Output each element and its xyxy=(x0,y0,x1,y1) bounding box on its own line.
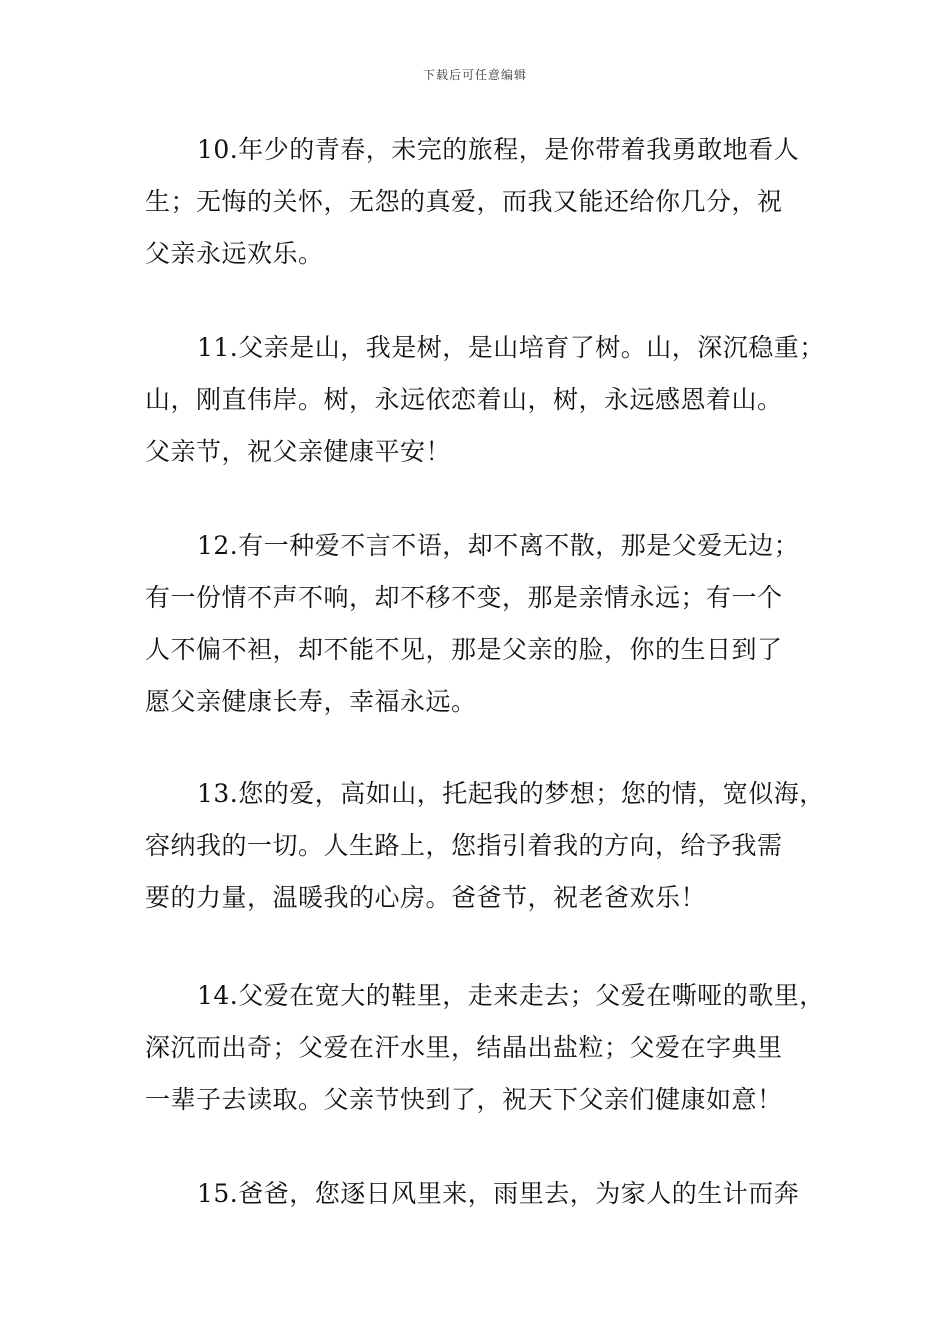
paragraph-11 xyxy=(145,322,825,478)
paragraph-line: 容纳我的一切。人生路上，您指引着我的方向，给予我需 xyxy=(145,831,783,860)
paragraph-12 xyxy=(145,520,815,728)
paragraph-line: 有一份情不声不响，却不移不变，那是亲情永远；有一个 xyxy=(145,583,783,612)
paragraph-15 xyxy=(145,1168,815,1220)
paragraph-line: 11.父亲是山，我是树，是山培育了树。山，深沉稳重； xyxy=(197,333,825,362)
paragraph-line: 山，刚直伟岸。树，永远依恋着山，树，永远感恩着山。 xyxy=(145,385,783,414)
paragraph-10 xyxy=(145,124,815,280)
paragraph-13 xyxy=(145,768,825,924)
paragraph-line: 父亲永远欢乐。 xyxy=(145,239,324,268)
paragraph-line: 14.父爱在宽大的鞋里，走来走去；父爱在嘶哑的歌里， xyxy=(197,981,825,1010)
paragraph-line: 10.年少的青春，未完的旅程，是你带着我勇敢地看人 xyxy=(197,135,800,164)
paragraph-line: 一辈子去读取。父亲节快到了，祝天下父亲们健康如意！ xyxy=(145,1085,783,1114)
page-header: 下载后可任意编辑 xyxy=(422,68,527,82)
paragraph-line: 12.有一种爱不言不语，却不离不散，那是父爱无边； xyxy=(197,531,800,560)
paragraph-line: 父亲节，祝父亲健康平安！ xyxy=(145,437,452,466)
paragraph-line: 深沉而出奇；父爱在汗水里，结晶出盐粒；父爱在字典里 xyxy=(145,1033,783,1062)
paragraph-line: 15.爸爸，您逐日风里来，雨里去，为家人的生计而奔 xyxy=(197,1179,800,1208)
paragraph-line: 要的力量，温暖我的心房。爸爸节，祝老爸欢乐！ xyxy=(145,883,707,912)
paragraph-line: 愿父亲健康长寿，幸福永远。 xyxy=(145,687,477,716)
paragraph-line: 生；无悔的关怀，无怨的真爱，而我又能还给你几分，祝 xyxy=(145,187,783,216)
paragraph-line: 人不偏不袒，却不能不见，那是父亲的脸，你的生日到了 xyxy=(145,635,783,664)
paragraph-14 xyxy=(145,970,825,1126)
paragraph-line: 13.您的爱，高如山，托起我的梦想；您的情，宽似海， xyxy=(197,779,825,808)
